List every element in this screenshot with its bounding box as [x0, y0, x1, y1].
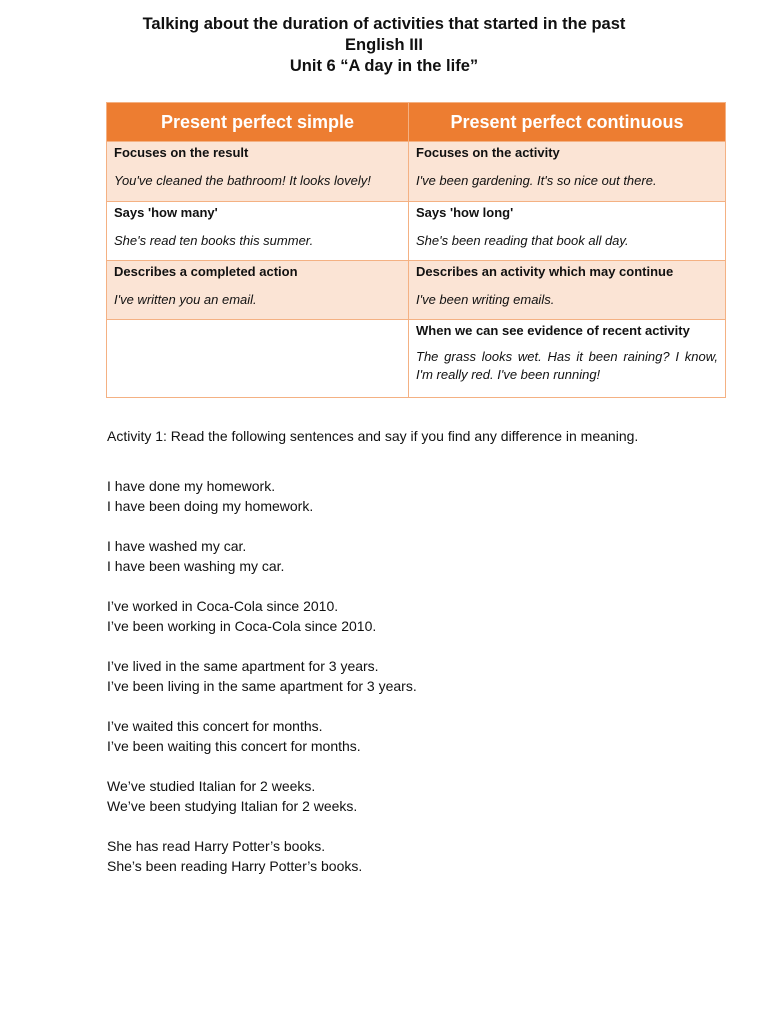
document-title: Talking about the duration of activities that started in the past	[142, 15, 626, 33]
col-header-present-perfect-simple: Present perfect simple	[107, 103, 409, 142]
continuous-sentence: I have been doing my homework.	[107, 498, 314, 514]
table-cell	[409, 320, 726, 398]
sentence-pair	[107, 536, 667, 576]
table-cell	[409, 142, 726, 202]
example-text: The grass looks wet. Has it been raining? I know, I'm really red. I've been running!	[416, 349, 718, 382]
table-cell	[107, 261, 409, 320]
continuous-sentence: She’s been reading Harry Potter’s books.	[107, 858, 363, 874]
table-row	[107, 142, 726, 202]
example-text: She's been reading that book all day.	[416, 233, 629, 248]
activity-instruction: Activity 1: Read the following sentences and say if you find any difference in meaning.	[107, 428, 639, 444]
table-header-row	[107, 103, 726, 142]
table-row	[107, 320, 726, 398]
sentence-pair	[107, 716, 667, 756]
continuous-sentence: I’ve been working in Coca-Cola since 2010.	[107, 618, 377, 634]
table-row	[107, 261, 726, 320]
continuous-sentence: I’ve been living in the same apartment for 3 years.	[107, 678, 417, 694]
sentence-pair	[107, 476, 667, 516]
title-block	[0, 14, 768, 77]
grammar-comparison-table	[106, 102, 726, 398]
example-text: You've cleaned the bathroom! It looks lovely!	[114, 173, 371, 188]
sentence-pair	[107, 596, 667, 636]
sentence-pair	[107, 836, 667, 876]
sentence-pair	[107, 776, 667, 816]
sentence-pair	[107, 656, 667, 696]
table-cell	[107, 202, 409, 261]
col-header-present-perfect-continuous: Present perfect continuous	[409, 103, 726, 142]
example-text: I've written you an email.	[114, 292, 257, 307]
simple-sentence: I’ve worked in Coca-Cola since 2010.	[107, 598, 339, 614]
rule-text: Says 'how many'	[114, 205, 218, 220]
table-cell	[409, 261, 726, 320]
rule-text: Focuses on the result	[114, 145, 249, 160]
simple-sentence: I’ve waited this concert for months.	[107, 718, 323, 734]
sentence-list	[107, 476, 667, 896]
rule-text: Describes an activity which may continue	[416, 264, 674, 279]
continuous-sentence: I have been washing my car.	[107, 558, 285, 574]
rule-text: Focuses on the activity	[416, 145, 560, 160]
continuous-sentence: We’ve been studying Italian for 2 weeks.	[107, 798, 358, 814]
simple-sentence: We’ve studied Italian for 2 weeks.	[107, 778, 316, 794]
simple-sentence: I’ve lived in the same apartment for 3 years.	[107, 658, 379, 674]
example-text: She's read ten books this summer.	[114, 233, 314, 248]
course-name: English III	[345, 36, 423, 54]
simple-sentence: She has read Harry Potter’s books.	[107, 838, 326, 854]
table-cell	[107, 142, 409, 202]
rule-text: Says 'how long'	[416, 205, 514, 220]
continuous-sentence: I’ve been waiting this concert for months.	[107, 738, 361, 754]
rule-text: When we can see evidence of recent activity	[416, 323, 690, 338]
table-row	[107, 202, 726, 261]
rule-text: Describes a completed action	[114, 264, 298, 279]
example-text: I've been gardening. It's so nice out there.	[416, 173, 657, 188]
simple-sentence: I have done my homework.	[107, 478, 276, 494]
table-cell-empty	[107, 320, 409, 398]
table-cell	[409, 202, 726, 261]
simple-sentence: I have washed my car.	[107, 538, 247, 554]
example-text: I've been writing emails.	[416, 292, 555, 307]
unit-title: Unit 6 “A day in the life”	[289, 57, 479, 75]
